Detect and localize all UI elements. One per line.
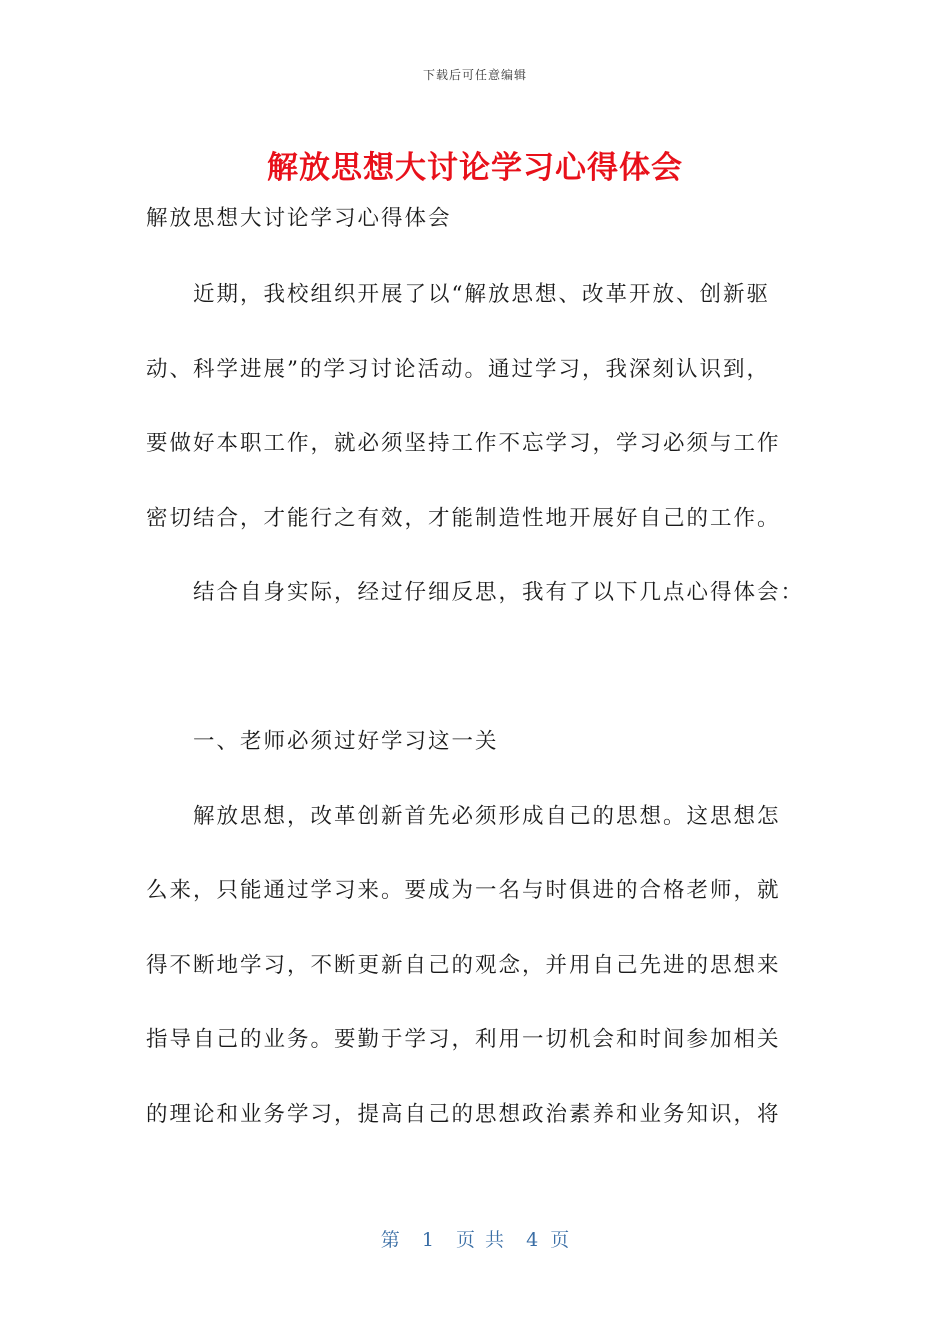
paragraph-line: 动、科学进展”的学习讨论活动。通过学习，我深刻认识到， <box>146 356 770 382</box>
paragraph-line: 近期，我校组织开展了以“解放思想、改革开放、创新驱 <box>193 282 770 307</box>
paragraph-line: 指导自己的业务。要勤于学习，利用一切机会和时间参加相关 <box>146 1027 781 1052</box>
document-body <box>146 196 806 1166</box>
paragraph-line: 结合自身实际，经过仔细反思，我有了以下几点心得体会： <box>193 580 805 605</box>
document-title: 解放思想大讨论学习心得体会 <box>267 150 683 186</box>
body-subtitle-line: 解放思想大讨论学习心得体会 <box>146 206 452 231</box>
paragraph-line: 要做好本职工作，就必须坚持工作不忘学习，学习必须与工作 <box>146 431 781 456</box>
header-note: 下载后可任意编辑 <box>422 68 527 82</box>
paragraph-line: 得不断地学习，不断更新自己的观念，并用自己先进的思想来 <box>146 952 781 978</box>
page-footer <box>0 1225 950 1252</box>
section-heading: 一、老师必须过好学习这一关 <box>193 729 499 754</box>
blank-line <box>146 645 806 720</box>
current-page-number: 1 <box>421 1229 434 1251</box>
paragraph-line: 密切结合，才能行之有效，才能制造性地开展好自己的工作。 <box>146 505 781 531</box>
page-label-mid: 页 共 <box>456 1229 505 1251</box>
total-pages-number: 4 <box>526 1229 539 1251</box>
page-label-suffix: 页 <box>550 1229 570 1251</box>
paragraph-line: 的理论和业务学习，提高自己的思想政治素养和业务知识，将 <box>146 1101 781 1127</box>
paragraph-line: 解放思想，改革创新首先必须形成自己的思想。这思想怎 <box>193 803 781 829</box>
paragraph-line: 么来，只能通过学习来。要成为一名与时俱进的合格老师，就 <box>146 878 781 903</box>
page-label-prefix: 第 <box>380 1229 400 1251</box>
